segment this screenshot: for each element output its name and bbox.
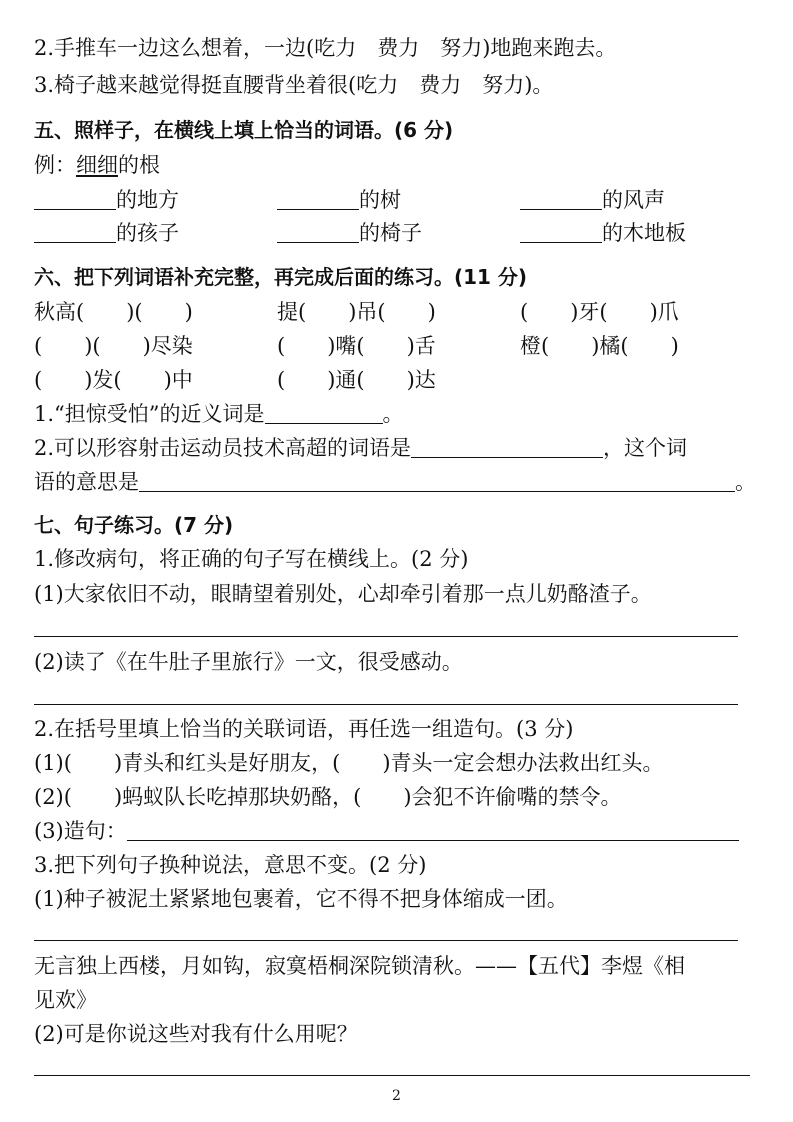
section-7-q1-s1: (1)大家依旧不动，眼睛望着别处，心却牵引着那一点儿奶酪渣子。 (34, 582, 652, 606)
section-7-q1-title: 1.修改病句，将正确的句子写在横线上。(2 分) (34, 547, 469, 571)
idiom-item[interactable]: ( )牙( )爪 (520, 300, 679, 324)
fill-item[interactable]: 的树 (277, 185, 401, 215)
answer-line[interactable] (34, 940, 738, 941)
idiom-item[interactable]: 秋高( )( ) (34, 300, 193, 324)
question-4-2: 2.手推车一边这么想着，一边(吃力 费力 努力)地跑来跑去。 (34, 36, 617, 60)
idiom-item[interactable]: ( )嘴( )舌 (277, 334, 436, 358)
answer-line[interactable] (34, 636, 738, 637)
section-7-q1-s2: (2)读了《在牛肚子里旅行》一文，很受感动。 (34, 650, 463, 674)
section-5-example (34, 150, 160, 180)
section-6-q2-line2: 语的意思是 。 (34, 470, 756, 494)
section-7-q2-s1: (1)( )青头和红头是好朋友，( )青头一定会想办法救出红头。 (34, 751, 664, 775)
fill-item[interactable]: 的椅子 (277, 218, 422, 248)
fill-item[interactable]: 的风声 (520, 185, 665, 215)
section-7-q2-s3: (3)造句： (34, 816, 739, 846)
section-7-q2-s2: (2)( )蚂蚁队长吃掉那块奶酪，( )会犯不许偷嘴的禁令。 (34, 785, 622, 809)
question-4-3: 3.椅子越来越觉得挺直腰背坐着很(吃力 费力 努力)。 (34, 73, 554, 97)
answer-blank[interactable] (411, 435, 603, 458)
section-7-title: 七、句子练习。(7 分) (34, 513, 234, 537)
section-5-title: 五、照样子，在横线上填上恰当的词语。(6 分) (34, 118, 454, 142)
example-word: 细细 (76, 153, 118, 177)
answer-blank[interactable] (139, 469, 735, 492)
example-prefix: 例： (34, 153, 76, 177)
fill-item[interactable]: 的木地板 (520, 218, 686, 248)
idiom-item[interactable]: ( )通( )达 (277, 368, 436, 392)
answer-line[interactable] (34, 704, 738, 705)
section-6-title: 六、把下列词语补充完整，再完成后面的练习。(11 分) (34, 265, 528, 289)
example-suffix: 的根 (118, 153, 160, 177)
idiom-item[interactable]: 提( )吊( ) (277, 300, 436, 324)
page-number: 2 (392, 1088, 401, 1104)
answer-blank[interactable] (265, 401, 383, 424)
section-7-q2-title: 2.在括号里填上恰当的关联词语，再任选一组造句。(3 分) (34, 717, 574, 741)
answer-blank[interactable] (127, 818, 739, 841)
poem-line-1: 无言独上西楼，月如钩，寂寞梧桐深院锁清秋。——【五代】李煜《相 (34, 954, 685, 978)
idiom-item[interactable]: ( )( )尽染 (34, 334, 193, 358)
fill-item[interactable]: 的地方 (34, 185, 179, 215)
answer-line[interactable] (34, 1075, 750, 1076)
section-7-q3-s1: (1)种子被泥土紧紧地包裹着，它不得不把身体缩成一团。 (34, 887, 568, 911)
section-6-q1: 1.“担惊受怕”的近义词是 。 (34, 402, 404, 426)
section-6-q2: 2.可以形容射击运动员技术高超的词语是 ，这个词 (34, 436, 688, 460)
idiom-item[interactable]: ( )发( )中 (34, 368, 193, 392)
section-7-q3-s2: (2)可是你说这些对我有什么用呢？ (34, 1022, 358, 1046)
section-7-q3-title: 3.把下列句子换种说法，意思不变。(2 分) (34, 853, 427, 877)
poem-line-2: 见欢》 (34, 988, 97, 1012)
idiom-item[interactable]: 橙( )橘( ) (520, 334, 679, 358)
fill-item[interactable]: 的孩子 (34, 218, 179, 248)
